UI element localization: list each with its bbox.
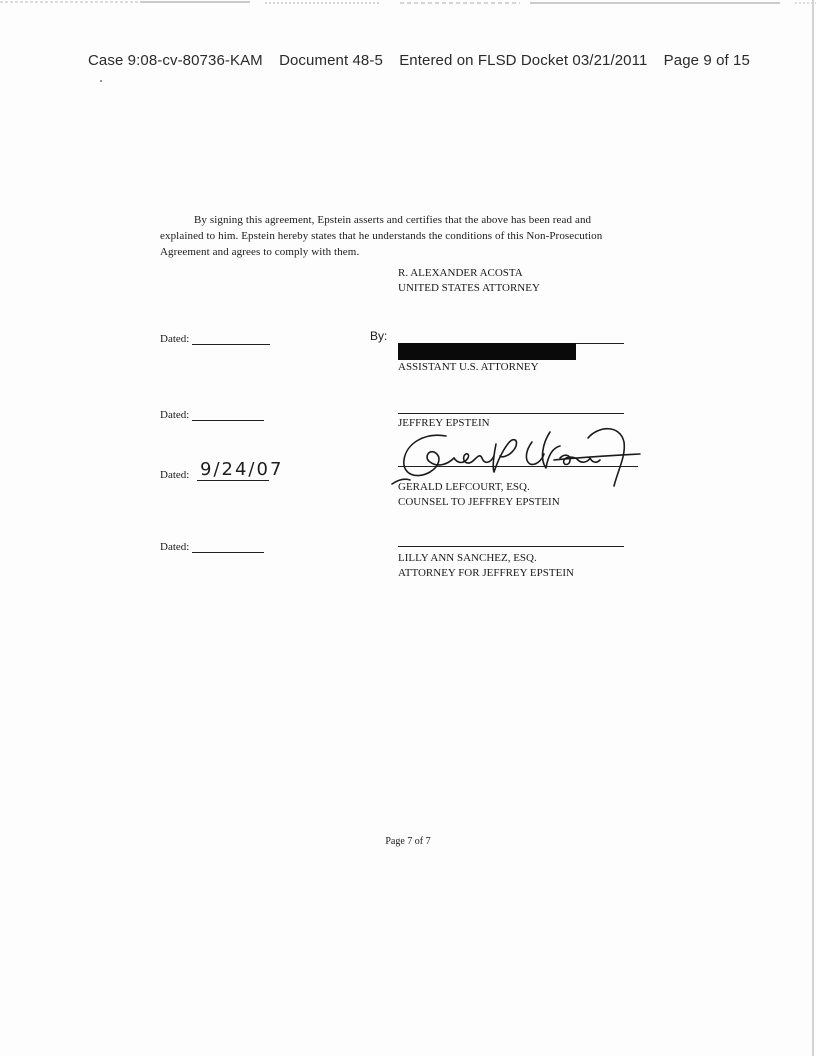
dated-field-3 xyxy=(160,469,189,481)
dated-field-2 xyxy=(160,408,264,421)
signer-title-3: COUNSEL TO JEFFREY EPSTEIN xyxy=(398,495,560,508)
signer-title-2: JEFFREY EPSTEIN xyxy=(398,417,490,429)
handwritten-date: 9/24/07 xyxy=(200,459,284,480)
prosecutor-name: R. ALEXANDER ACOSTA xyxy=(398,267,523,279)
signer-name-3: GERALD LEFCOURT, ESQ. xyxy=(398,481,530,493)
document-number: Document 48-5 xyxy=(279,52,383,69)
signer-title-1: ASSISTANT U.S. ATTORNEY xyxy=(398,361,539,373)
handwritten-signature xyxy=(384,414,644,494)
signer-title-4: ATTORNEY FOR JEFFREY EPSTEIN xyxy=(398,566,574,579)
by-label: By: xyxy=(370,329,388,343)
scan-right-edge xyxy=(812,0,814,1056)
dated-label: Dated: xyxy=(160,541,190,553)
scan-speck xyxy=(100,80,102,82)
dated-label: Dated: xyxy=(160,409,190,421)
scan-top-edge xyxy=(0,0,816,10)
dated-label: Dated: xyxy=(160,333,190,345)
dated-blank xyxy=(192,332,270,345)
dated-label: Dated: xyxy=(160,469,190,481)
dated-blank xyxy=(192,408,264,421)
filing-header xyxy=(88,52,788,69)
dated-field-1 xyxy=(160,332,270,345)
signer-block-4 xyxy=(398,551,574,581)
prosecutor-block xyxy=(398,266,540,296)
dated-underline-3 xyxy=(197,480,269,481)
docket-entry: Entered on FLSD Docket 03/21/2011 xyxy=(399,52,648,69)
filing-page-number: Page 9 of 15 xyxy=(663,52,750,69)
signature-line-4 xyxy=(398,546,624,547)
prosecutor-title: UNITED STATES ATTORNEY xyxy=(398,281,540,294)
case-number: Case 9:08-cv-80736-KAM xyxy=(88,52,263,69)
dated-blank xyxy=(192,540,264,553)
signer-name-4: LILLY ANN SANCHEZ, ESQ. xyxy=(398,552,537,564)
certification-paragraph: By signing this agreement, Epstein asserts and certifies that the above has been read and explained to him. Epstein hereby states that he understands the conditions of this Non-Prosecution Agreement and agrees to comply with them. xyxy=(160,214,603,258)
dated-field-4 xyxy=(160,540,264,553)
redaction-bar xyxy=(398,343,576,360)
page-footer: Page 7 of 7 xyxy=(385,836,431,847)
